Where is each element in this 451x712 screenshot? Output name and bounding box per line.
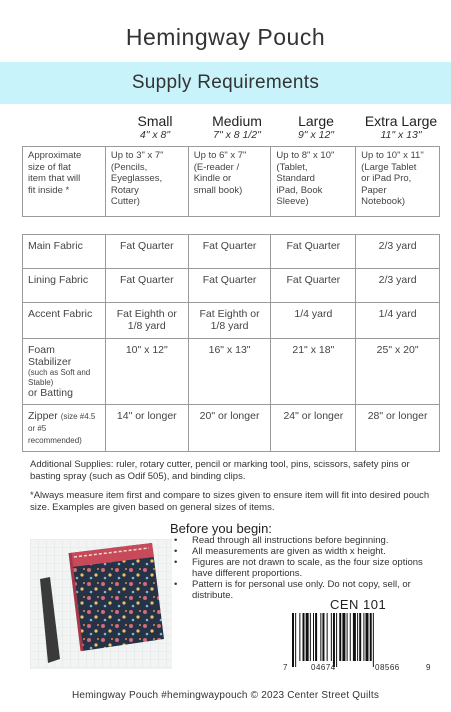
fit-line: Up to 10" x 11" [361, 150, 424, 161]
fit-line: or iPad Pro, [361, 173, 412, 184]
list-item [174, 535, 444, 546]
barcode-bar [373, 613, 374, 667]
fit-line: iPad, Book [276, 184, 323, 196]
barcode-bar [331, 613, 332, 661]
fit-line: small book) [193, 184, 243, 196]
barcode-right-digits: 08566 [375, 663, 400, 672]
fit-line: Up to 3" x 7" [110, 150, 164, 161]
barcode-trail-digit: 9 [426, 663, 431, 672]
row-label: Lining Fabric [23, 269, 106, 303]
fit-label-line: Approximate [28, 150, 82, 161]
barcode-bar [320, 613, 321, 661]
list-item-text: Read through all instructions before beginning. [192, 535, 389, 546]
row-label-note: (size #4.5 or #5 recommended) [28, 412, 96, 445]
product-code: CEN 101 [330, 597, 387, 612]
table-row [23, 269, 440, 303]
fit-label [23, 147, 106, 217]
list-item [174, 546, 444, 557]
size-name: Small [137, 113, 173, 129]
fit-cell-medium [188, 147, 271, 217]
size-name: Large [298, 113, 334, 129]
barcode-lead-digit: 7 [283, 663, 288, 672]
fit-line: (Pencils, [110, 161, 148, 173]
size-dimensions: 7" x 8 1/2" [213, 129, 261, 141]
table-cell: Fat Quarter [188, 269, 271, 303]
table-cell: 2/3 yard [356, 235, 440, 269]
barcode-bar [327, 613, 328, 661]
size-name: Extra Large [364, 113, 438, 129]
table-cell: 1/4 yard [271, 303, 356, 339]
pattern-title: Hemingway Pouch [125, 24, 326, 50]
barcode-bar [357, 613, 358, 661]
table-row [23, 405, 440, 452]
table-row [23, 147, 440, 217]
additional-supplies: Additional Supplies: ruler, rotary cutter, pencil or marking tool, pins, scissors, safety pins or basting spray (such as Odif 505), and binding clips. [30, 459, 410, 482]
fit-size-table [22, 146, 440, 217]
bullet-icon: • [174, 546, 178, 557]
barcode-bar [370, 613, 372, 661]
fit-cell-extra-large [356, 147, 440, 217]
barcode-bar [292, 613, 294, 667]
size-large-header [272, 113, 360, 141]
barcode-bar [315, 613, 317, 661]
table-cell: Fat Quarter [271, 269, 356, 303]
size-name: Medium [212, 113, 262, 129]
row-label-text: Foam Stabilizer [28, 344, 72, 368]
bullet-icon: • [174, 535, 178, 546]
barcode-bar [322, 613, 324, 661]
table-cell: 16" x 13" [188, 339, 271, 405]
barcode-bar [347, 613, 348, 661]
fit-line: Cutter) [110, 196, 140, 207]
table-cell: Fat Eighth or 1/8 yard [105, 303, 188, 339]
fit-line: (Tablet, [276, 161, 308, 173]
fit-label-line: fit inside * [28, 184, 70, 196]
fit-cell-small [105, 147, 188, 217]
bullet-icon: • [174, 557, 178, 568]
fit-line: Notebook) [361, 196, 405, 207]
supply-table [22, 234, 440, 452]
table-cell: 24" or longer [271, 405, 356, 452]
fit-line: Sleeve) [276, 196, 309, 207]
table-cell: 28" or longer [356, 405, 440, 452]
table-cell: 21" x 18" [271, 339, 356, 405]
fit-line: (E-reader / [193, 161, 240, 173]
barcode-left-digits: 04674 [311, 663, 336, 672]
list-item [174, 579, 444, 601]
size-headers [0, 113, 451, 149]
bullet-icon: • [174, 579, 178, 590]
fit-line: Up to 8" x 10" [276, 150, 335, 161]
barcode-bar [336, 613, 337, 667]
table-cell: Fat Eighth or 1/8 yard [188, 303, 271, 339]
row-label-text: Zipper [28, 410, 58, 422]
fit-label-line: size of flat [28, 161, 71, 173]
row-label-note: (such as Soft and Stable) [28, 368, 91, 387]
barcode-bar [366, 613, 369, 661]
table-row [23, 303, 440, 339]
barcode-bar [350, 613, 351, 661]
barcode-bar [306, 613, 309, 661]
list-item [174, 557, 444, 579]
barcode-bar [339, 613, 341, 661]
barcode-bar [333, 613, 335, 667]
before-you-begin-heading: Before you begin: [170, 521, 272, 536]
pouch-photo [30, 539, 172, 669]
row-label-text: or Batting [28, 387, 73, 399]
barcode [283, 613, 433, 678]
barcode-bar [303, 613, 305, 661]
fit-line: Up to 6" x 7" [193, 150, 247, 161]
fit-label-line: item that will [28, 173, 81, 184]
list-item-text: Pattern is for personal use only. Do not copy, sell, or distribute. [192, 579, 411, 601]
before-you-begin-list [174, 535, 444, 601]
size-dimensions: 4" x 8" [139, 129, 171, 141]
table-cell: 10" x 12" [105, 339, 188, 405]
table-cell: Fat Quarter [105, 269, 188, 303]
row-label [23, 405, 106, 452]
measure-note: *Always measure item first and compare to sizes given to ensure item will fit into desired pouch size. Examples are given based on general sizes of items. [30, 490, 430, 513]
barcode-bar [353, 613, 356, 661]
fit-line: Rotary [110, 184, 139, 196]
table-cell: 25" x 20" [356, 339, 440, 405]
barcode-bar [342, 613, 345, 661]
size-extra-large-header [357, 113, 445, 141]
table-cell: 2/3 yard [356, 269, 440, 303]
list-item-text: Figures are not drawn to scale, as the four size options have different proportions. [192, 557, 423, 579]
row-label [23, 339, 106, 405]
size-dimensions: 11" x 13" [380, 129, 422, 141]
table-cell: Fat Quarter [271, 235, 356, 269]
row-label: Accent Fabric [23, 303, 106, 339]
row-label: Main Fabric [23, 235, 106, 269]
size-small-header [111, 113, 199, 141]
barcode-bar [359, 613, 361, 661]
table-cell: Fat Quarter [188, 235, 271, 269]
fit-cell-large [271, 147, 356, 217]
table-row [23, 235, 440, 269]
section-subtitle: Supply Requirements [131, 72, 320, 93]
table-row [23, 339, 440, 405]
page-footer: Hemingway Pouch #hemingwaypouch © 2023 Center Street Quilts [71, 690, 380, 701]
table-cell: 20" or longer [188, 405, 271, 452]
fit-line: Paper [361, 184, 387, 196]
barcode-bar [295, 613, 296, 667]
table-cell: Fat Quarter [105, 235, 188, 269]
fit-line: Standard [276, 173, 315, 184]
table-cell: 14" or longer [105, 405, 188, 452]
barcode-bar [313, 613, 314, 661]
fit-line: (Large Tablet [361, 161, 417, 173]
list-item-text: All measurements are given as width x height. [192, 546, 386, 557]
barcode-bar [299, 613, 300, 661]
size-dimensions: 9" x 12" [297, 129, 335, 141]
size-medium-header [193, 113, 281, 141]
table-cell: 1/4 yard [356, 303, 440, 339]
subtitle-band [0, 62, 451, 104]
barcode-bars [283, 613, 433, 678]
fit-line: Eyeglasses, [110, 173, 163, 184]
barcode-bar [310, 613, 311, 661]
barcode-bar [363, 613, 364, 661]
fit-line: Kindle or [193, 173, 232, 184]
